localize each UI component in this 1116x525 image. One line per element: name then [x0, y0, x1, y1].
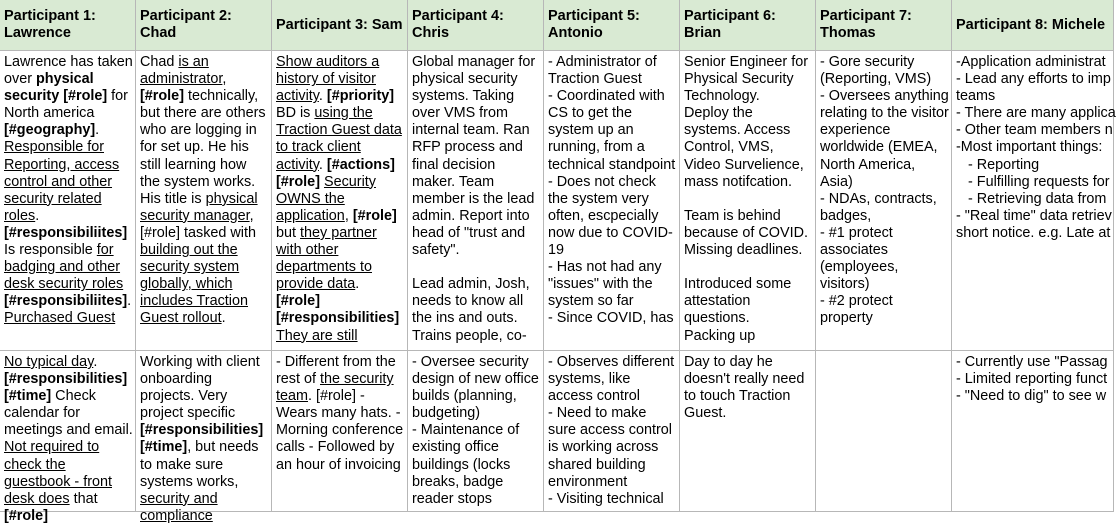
cell-r1-participant-6[interactable]: Senior Engineer for Physical Security Technology. Deploy the systems. Access Control, VMS, Video Survelience, mass notifcation. Team is behind because of COVID. Missing deadlines. Introduced some attestation questions. Packing up	[680, 51, 816, 351]
note-text: .	[93, 354, 98, 370]
note-text: Working with client onboarding projects. Very project specific	[140, 354, 260, 422]
note-text: ,	[222, 71, 227, 88]
underlined-text: the security team	[276, 371, 394, 405]
cell-r2-participant-2[interactable]	[136, 351, 272, 524]
note-text: ,	[344, 207, 353, 224]
note-text: . [#role] - Wears many hats. - Morning conference calls - Followed by an hour of invoicing	[276, 388, 404, 473]
cell-r1-participant-3[interactable]	[272, 51, 408, 351]
cell-r1-participant-4[interactable]: Global manager for physical security systems. Taking over VMS from internal team. Ran RFP process and final decision maker. Team member is the lead admin. Report into head of "trust and safety". Lead admin, Josh, needs to know all the ins and outs. Trains people, co-	[408, 51, 544, 351]
note-text: , but needs to make sure systems works,	[140, 439, 259, 490]
cell-r1-participant-8[interactable]: -Application administrat - Lead any efforts to imp teams - There are many applica - Other team members n -Most important things: - Reporting - Fulfilling requests for - Retrieving data from - "Real time" data retriev short notice. e.g. Late at	[952, 51, 1114, 351]
bold-tag-text: [#responsibilities] [#time]	[140, 422, 264, 456]
cell-r1-participant-1[interactable]	[0, 51, 136, 351]
underlined-text: Purchased Guest	[4, 310, 116, 327]
underlined-text: building out the security system globally, which includes Traction Guest rollout	[140, 242, 248, 327]
note-text: but	[276, 224, 301, 241]
underlined-text: they partner with other departments to provide data	[276, 224, 377, 293]
bold-tag-text: physical security [#role]	[4, 71, 108, 105]
underlined-text: physical security manager	[140, 190, 258, 224]
cell-r2-participant-4[interactable]: - Oversee security design of new office builds (planning, budgeting) - Maintenance of existing office buildings (locks breaks, badge reader stops	[408, 351, 544, 512]
header-participant-4[interactable]: Participant 4: Chris	[408, 0, 544, 51]
note-text: .	[355, 276, 360, 293]
bold-tag-text: [#responsibiliites]	[4, 293, 128, 310]
note-text: technically, but there are others who are logging in for set up. He his still learning how the system works. His title is	[140, 88, 266, 207]
cell-r2-participant-5[interactable]: - Observes different systems, like access control - Need to make sure access control is working across shared building environment - Visiting technical	[544, 351, 680, 512]
note-text: .	[318, 156, 327, 173]
underlined-text: Responsible for Reporting, access control and other security related roles	[4, 139, 120, 224]
cell-r2-participant-6[interactable]: Day to day he doesn't really need to touch Traction Guest.	[680, 351, 816, 512]
header-participant-3[interactable]: Participant 3: Sam	[272, 0, 408, 51]
bold-tag-text: [#role] [#responsibilities]	[276, 293, 400, 327]
note-text: .	[95, 122, 100, 139]
note-text: Chad	[140, 54, 179, 70]
bold-tag-text: [#priority]	[326, 88, 395, 105]
cell-r1-participant-5[interactable]: - Administrator of Traction Guest - Coordinated with CS to get the system up an running, from a technical standpoint - Does not check the system very often, escpecially now due to COVID-19 - Has not had any "issues" with the system so far - Since COVID, has	[544, 51, 680, 351]
note-text: .	[221, 310, 226, 327]
note-text: .	[35, 207, 40, 224]
cell-r1-participant-7[interactable]: - Gore security (Reporting, VMS) - Oversees anything relating to the visitor experience worldwide (EMEA, North America, Asia) - NDAs, contracts, badges, - #1 protect associates (employees, visitors) - #2 protect property	[816, 51, 952, 351]
note-text: for North america	[4, 88, 128, 122]
bold-tag-text: [#role]	[352, 207, 397, 224]
underlined-text: is an administrator	[140, 54, 223, 88]
underlined-text: using the Traction Guest data to track client activity	[276, 105, 402, 173]
header-participant-5[interactable]: Participant 5: Antonio	[544, 0, 680, 51]
bold-tag-text: [#responsibilities] [#time]	[4, 371, 128, 405]
cell-r1-participant-2[interactable]	[136, 51, 272, 351]
cell-r2-participant-8[interactable]: - Currently use "Passag - Limited reporting funct - "Need to dig" to see w	[952, 351, 1114, 512]
underlined-text: Not required to check the guestbook - front desk does	[4, 439, 112, 507]
bold-tag-text: [#role]	[276, 173, 320, 190]
cell-r2-participant-7[interactable]	[816, 351, 952, 512]
note-text: , [#role] tasked with	[140, 207, 256, 241]
header-participant-7[interactable]: Participant 7: Thomas	[816, 0, 952, 51]
note-text: Is responsible	[4, 242, 97, 259]
note-text: that	[69, 490, 98, 507]
header-participant-6[interactable]: Participant 6: Brian	[680, 0, 816, 51]
header-participant-8[interactable]: Participant 8: Michele	[952, 0, 1114, 51]
note-text: Lawrence has taken over	[4, 54, 133, 88]
bold-tag-text: [#role]	[4, 507, 48, 524]
note-text: BD is	[276, 105, 315, 122]
bold-tag-text: [#role]	[140, 88, 184, 105]
note-text: .	[127, 293, 132, 310]
note-text: - Different from the rest of	[276, 354, 396, 388]
cell-r2-participant-1[interactable]	[0, 351, 136, 524]
note-text: .	[318, 88, 327, 105]
bold-tag-text: [#responsibiliites]	[4, 224, 128, 241]
bold-tag-text: [#geography]	[4, 122, 96, 139]
underlined-text: No typical day	[4, 354, 94, 370]
underlined-text: security and compliance	[140, 490, 218, 524]
underlined-text: Security OWNS the application	[276, 173, 376, 224]
underlined-text: Show auditors a history of visitor activity	[276, 54, 380, 105]
note-text: Check calendar for meetings and email.	[4, 388, 133, 439]
underlined-text: for badging and other desk security roles	[4, 242, 124, 293]
cell-r2-participant-3[interactable]	[272, 351, 408, 512]
header-participant-2[interactable]: Participant 2: Chad	[136, 0, 272, 51]
bold-tag-text: [#actions]	[326, 156, 395, 173]
underlined-text: They are still	[276, 327, 358, 344]
header-participant-1[interactable]: Participant 1: Lawrence	[0, 0, 136, 51]
